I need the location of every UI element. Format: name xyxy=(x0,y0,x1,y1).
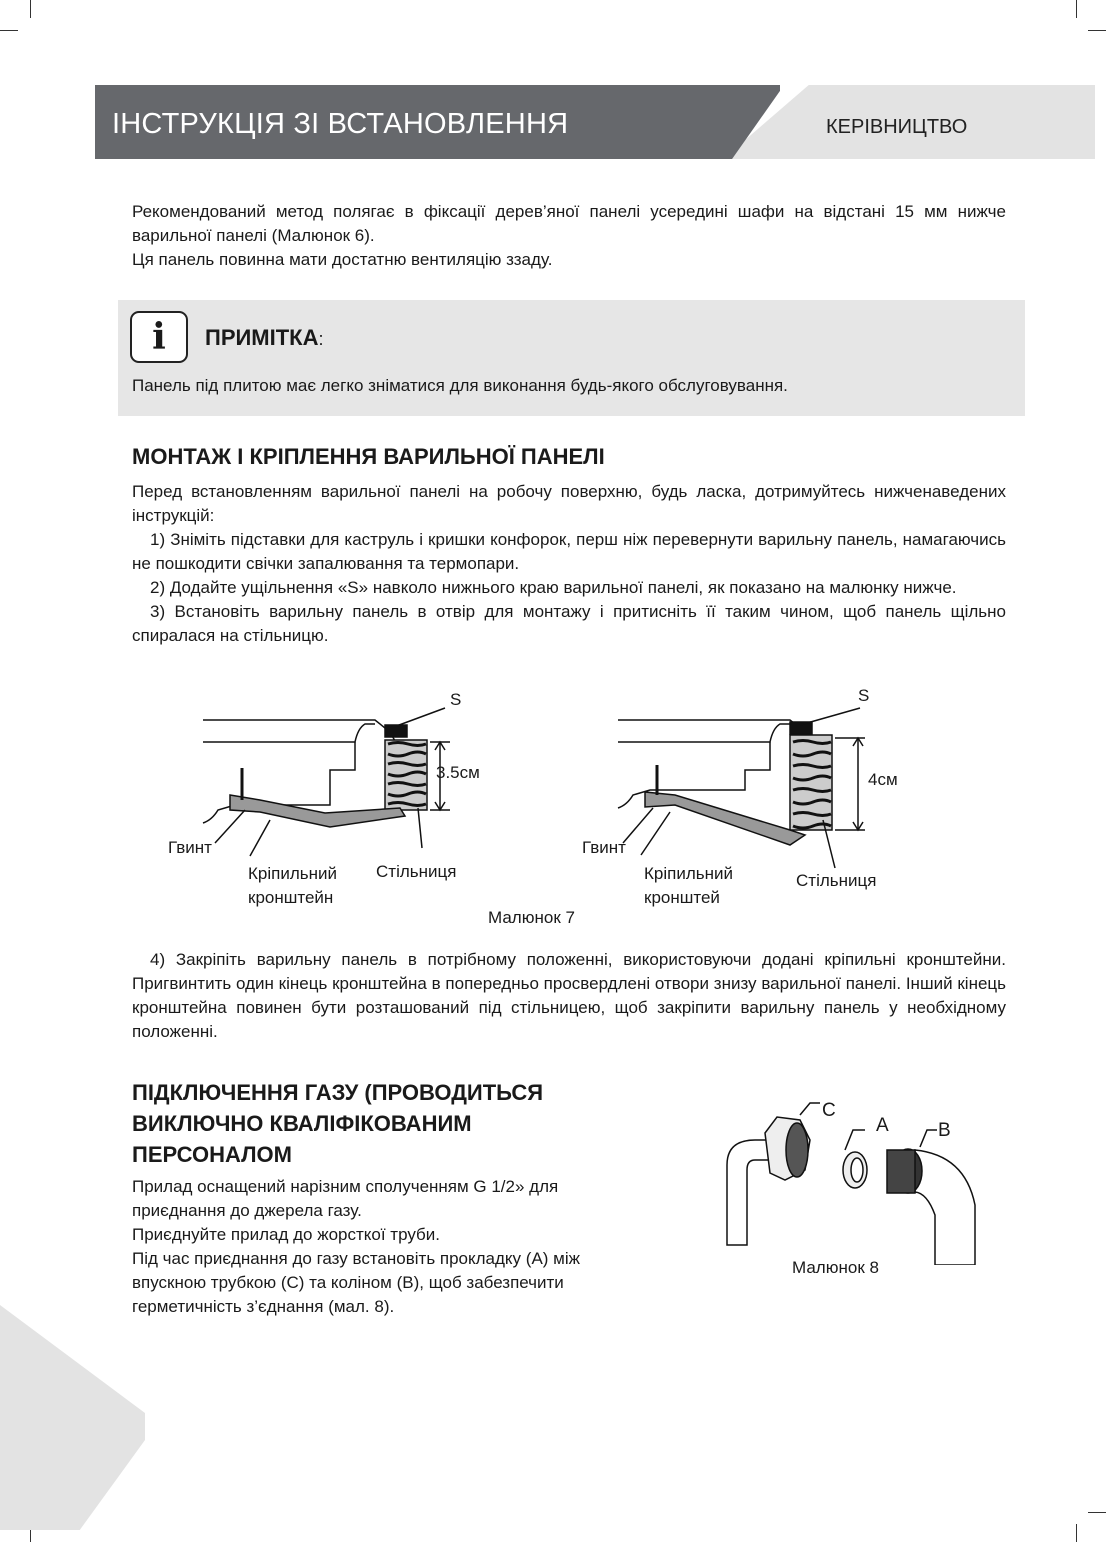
gas-heading-line: ВИКЛЮЧНО КВАЛІФІКОВАНИМ xyxy=(132,1111,472,1136)
note-title xyxy=(205,325,324,351)
mounting-step: 2) Додайте ущільнення «S» навколо нижнього краю варильної панелі, як показано на малюнку нижче. xyxy=(150,578,957,597)
crop-mark xyxy=(1076,0,1077,18)
bracket-label-line: Кріпильний xyxy=(644,864,733,883)
section-label: КЕРІВНИЦТВО xyxy=(826,116,968,138)
worktop-label: Стільниця xyxy=(796,871,877,890)
seal-label: S xyxy=(450,690,462,709)
mounting-heading: МОНТАЖ І КРІПЛЕННЯ ВАРИЛЬНОЇ ПАНЕЛІ xyxy=(132,444,605,469)
gas-text-line: герметичність з’єднання (мал. 8). xyxy=(132,1297,395,1316)
note-colon: : xyxy=(318,329,324,349)
label-a: A xyxy=(876,1115,889,1136)
dimension-label: 4см xyxy=(868,770,898,789)
page-corner-decoration xyxy=(0,1305,145,1530)
worktop-label: Стільниця xyxy=(376,862,457,881)
seal-label: S xyxy=(858,686,870,705)
figure-7-diagram xyxy=(160,680,920,880)
mounting-step-4: 4) Закріпіть варильну панель в потрібному положенні, використовуючи додані кріпильні кронштейни. Пригвинтить один кінець кронштейна в попередньо просвердлені отвори знизу варильної панелі. Інший кінець кронштейна повинен бути розташований під стільницею, щоб закріпити варильну панель у необхідному положенні. xyxy=(132,950,1006,1041)
info-icon: i xyxy=(130,311,188,363)
mounting-step: 3) Встановіть варильну панель в отвір для монтажу і притисніть її таким чином, щоб панель щільно спиралася на стільницю. xyxy=(132,602,1006,645)
mounting-intro: Перед встановленням варильної панелі на робочу поверхню, будь ласка, дотримуйтесь нижченаведених інструкцій: xyxy=(132,482,1006,525)
crop-mark xyxy=(1076,1524,1077,1542)
intro-line: Рекомендований метод полягає в фіксації дерев’яної панелі усередині шафи на відстані 15 мм нижче варильної панелі (Малюнок 6). xyxy=(132,202,1006,245)
note-box xyxy=(118,300,1025,416)
bracket-label-line: кронштейн xyxy=(248,888,334,907)
gas-text-line: Під час приєднання до газу встановіть прокладку (А) між xyxy=(132,1249,581,1268)
inlet-pipe xyxy=(727,1140,770,1245)
hob-mounting-right xyxy=(618,708,865,868)
gas-text-line: впускною трубкою (С) та коліном (В), щоб забезпечити xyxy=(132,1273,564,1292)
bracket-label-line: Кріпильний xyxy=(248,864,337,883)
gas-text xyxy=(132,1175,672,1319)
intro-line: Ця панель повинна мати достатню вентиляцію ззаду. xyxy=(132,250,553,269)
gas-text-line: Приєднуйте прилад до жорсткої труби. xyxy=(132,1225,440,1244)
page-title: ІНСТРУКЦІЯ ЗІ ВСТАНОВЛЕННЯ xyxy=(112,108,569,140)
label-b: B xyxy=(938,1120,951,1141)
hob-mounting-left xyxy=(203,708,450,856)
elbow xyxy=(915,1150,975,1265)
label-c: C xyxy=(822,1100,836,1121)
screw-label: Гвинт xyxy=(582,838,626,857)
gas-heading xyxy=(132,1077,543,1170)
note-text: Панель під плитою має легко зніматися для виконання будь-якого обслуговування. xyxy=(132,376,788,395)
dimension-label: 3.5см xyxy=(436,763,480,782)
crop-mark xyxy=(0,30,18,31)
crop-mark xyxy=(1088,30,1106,31)
bracket-label xyxy=(644,862,733,910)
mounting-text xyxy=(132,480,1006,648)
crop-mark xyxy=(1088,1512,1106,1513)
gas-heading-line: ПІДКЛЮЧЕННЯ ГАЗУ (ПРОВОДИТЬСЯ xyxy=(132,1080,544,1105)
figure-8-caption: Малюнок 8 xyxy=(792,1258,879,1277)
crop-mark xyxy=(30,0,31,18)
screw-label: Гвинт xyxy=(168,838,212,857)
gas-text-line: приєднання до джерела газу. xyxy=(132,1201,362,1220)
bracket-label xyxy=(248,862,337,910)
intro-text xyxy=(132,200,1006,272)
mounting-step: 1) Зніміть підставки для каструль і кришки конфорок, перш ніж перевернути варильну панель, намагаючись не пошкодити свічки запалювання та термопари. xyxy=(132,530,1006,573)
gas-heading-line: ПЕРСОНАЛОМ xyxy=(132,1142,292,1167)
figure-7-caption: Малюнок 7 xyxy=(488,908,575,927)
note-title-text: ПРИМІТКА xyxy=(205,325,319,350)
figure-8-diagram xyxy=(715,1095,995,1265)
gas-text-line: Прилад оснащений нарізним сполученням G 1/2» для xyxy=(132,1177,559,1196)
bracket-label-line: кронштей xyxy=(644,888,720,907)
